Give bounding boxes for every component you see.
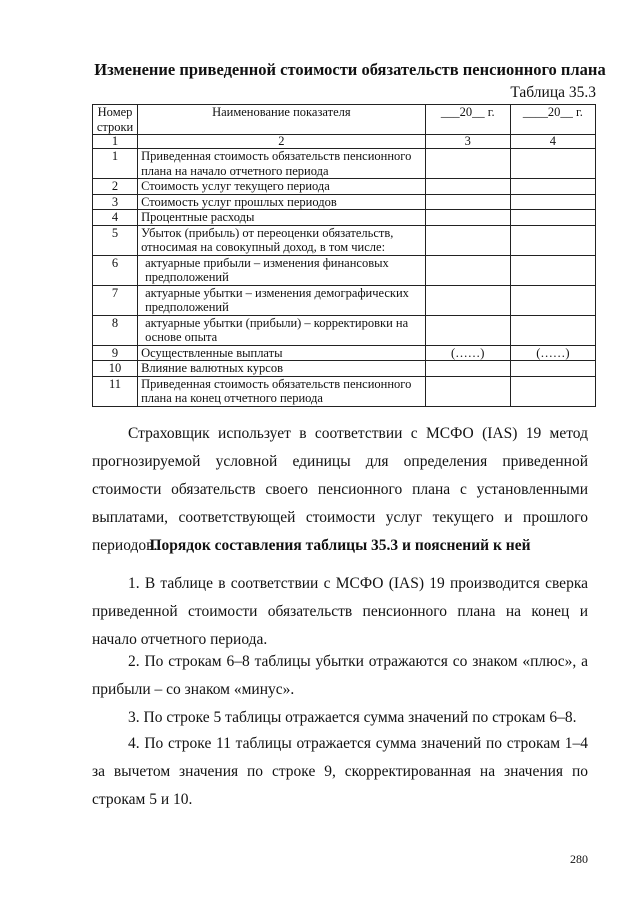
row-name: Стоимость услуг текущего периода [138,179,426,195]
row-number: 2 [93,179,138,195]
row-value-period-2 [510,376,595,406]
row-value-period-2 [510,225,595,255]
row-number: 9 [93,345,138,361]
table-row [93,179,596,195]
row-name-text: актуарные прибыли – изменения финансовых предположений [145,255,389,284]
table-row [93,255,596,285]
table-title: Изменение приведенной стоимости обязательств пенсионного плана [94,60,606,79]
header-period-2: ____20__ г. [510,105,595,135]
table-row [93,194,596,210]
row-value-period-1 [425,225,510,255]
row-name [138,285,426,315]
instruction-item-4: 4. По строке 11 таблицы отражается сумма значений по строкам 1–4 за вычетом значения по строке 9, скорректированная на значения по строкам 5 и 10. [92,735,588,808]
row-value-period-1 [425,194,510,210]
row-value-period-2 [510,210,595,226]
instruction-item-1: 1. В таблице в соответствии с МСФО (IAS) 19 производится сверка приведенной стоимости обязательств пенсионного плана на конец и начало отчетного периода. [92,575,588,648]
row-value-period-2 [510,285,595,315]
row-name: Убыток (прибыль) от переоценки обязательств, относимая на совокупный доход, в том числе: [138,225,426,255]
row-value-period-1 [425,210,510,226]
row-number: 10 [93,361,138,377]
row-name [138,315,426,345]
table-row [93,361,596,377]
table-row [93,376,596,406]
instruction-item-3: 3. По строке 5 таблицы отражается сумма значений по строкам 6–8. [128,709,577,726]
row-name: Стоимость услуг прошлых периодов [138,194,426,210]
header-row-number: Номер строки [93,105,138,135]
row-name-text: актуарные убытки (прибыли) – корректировки на основе опыта [145,315,409,344]
row-value-period-1: (……) [425,345,510,361]
row-name [138,255,426,285]
intro-paragraph: Страховщик использует в соответствии с МСФО (IAS) 19 метод прогнозируемой условной единицы для определения приведенной стоимости обязательств своего пенсионного плана с установленными выплатами, соответствующей стоимости услуг текущего и прошлого периодов. [92,425,588,554]
table-row [93,345,596,361]
row-name-text: актуарные убытки – изменения демографических предположений [145,285,409,314]
row-value-period-1 [425,315,510,345]
pension-obligations-table [92,104,596,407]
row-value-period-1 [425,179,510,195]
table-row [93,315,596,345]
row-value-period-1 [425,361,510,377]
row-value-period-2 [510,361,595,377]
index-cell: 3 [425,135,510,149]
row-number: 5 [93,225,138,255]
row-number: 8 [93,315,138,345]
table-number-label: Таблица 35.3 [510,84,596,101]
index-cell: 2 [138,135,426,149]
row-number: 1 [93,149,138,179]
row-number: 4 [93,210,138,226]
table-row [93,285,596,315]
row-value-period-2 [510,194,595,210]
row-value-period-2 [510,179,595,195]
header-indicator-name: Наименование показателя [138,105,426,135]
row-value-period-2 [510,315,595,345]
table-index-row [93,135,596,149]
index-cell: 1 [93,135,138,149]
row-number: 7 [93,285,138,315]
table-header-row [93,105,596,135]
row-value-period-2 [510,255,595,285]
index-cell: 4 [510,135,595,149]
row-value-period-1 [425,255,510,285]
row-name: Приведенная стоимость обязательств пенсионного плана на конец отчетного периода [138,376,426,406]
row-value-period-1 [425,376,510,406]
row-name: Процентные расходы [138,210,426,226]
header-period-1: ___20__ г. [425,105,510,135]
page-number: 280 [570,852,588,866]
table-row [93,225,596,255]
row-name: Осуществленные выплаты [138,345,426,361]
row-name: Влияние валютных курсов [138,361,426,377]
row-value-period-1 [425,149,510,179]
table-row [93,149,596,179]
row-number: 6 [93,255,138,285]
row-name: Приведенная стоимость обязательств пенсионного плана на начало отчетного периода [138,149,426,179]
row-number: 3 [93,194,138,210]
instruction-item-2: 2. По строкам 6–8 таблицы убытки отражаются со знаком «плюс», а прибыли – со знаком «минус». [92,653,588,698]
row-value-period-1 [425,285,510,315]
table-row [93,210,596,226]
row-number: 11 [93,376,138,406]
section-heading: Порядок составления таблицы 35.3 и пояснений к ней [149,537,531,554]
row-value-period-2 [510,149,595,179]
row-value-period-2: (……) [510,345,595,361]
